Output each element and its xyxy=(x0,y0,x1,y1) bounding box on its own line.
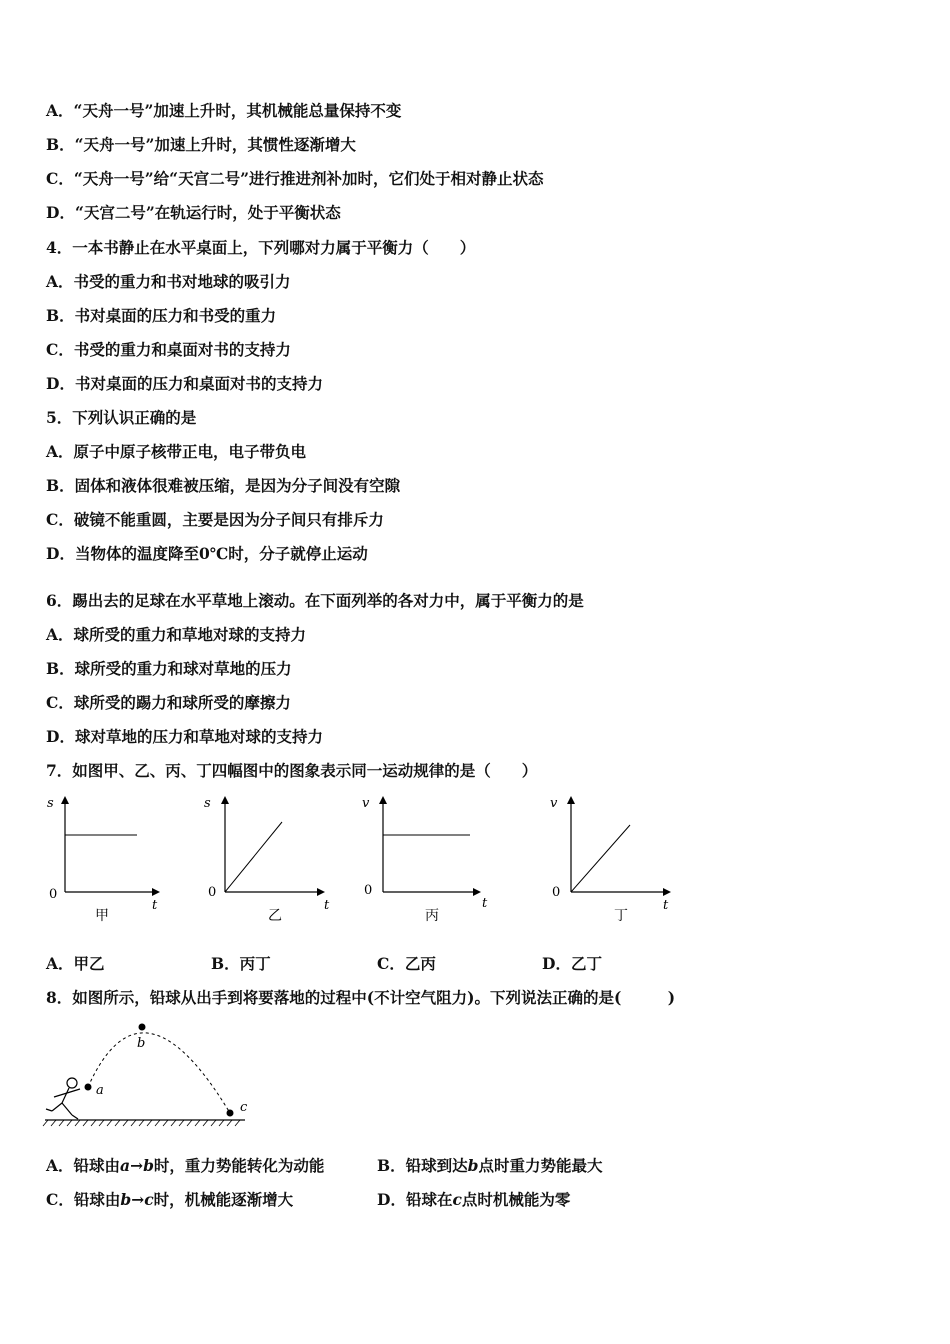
q3-option-b: B．“天舟一号”加速上升时，其惯性逐渐增大 xyxy=(46,135,356,154)
graph-bing xyxy=(358,792,498,927)
q3-option-c: C．“天舟一号”给“天宫二号”进行推进剂补加时，它们处于相对静止状态 xyxy=(46,169,544,188)
q4-option-d: D．书对桌面的压力和桌面对书的支持力 xyxy=(46,374,323,393)
q8-option-a: A．铅球由a→b时，重力势能转化为动能 xyxy=(46,1156,325,1175)
q7-option-a: A．甲乙 xyxy=(46,954,105,973)
point-b xyxy=(139,1024,146,1031)
shot-put-diagram xyxy=(40,1015,255,1130)
graph-bing-origin: 0 xyxy=(364,883,373,898)
label-b: b xyxy=(137,1036,146,1051)
graph-yi-xlabel: t xyxy=(324,898,330,913)
graph-ding-caption: 丁 xyxy=(614,908,628,924)
graph-ding-line xyxy=(571,825,630,892)
graph-jia-origin: 0 xyxy=(49,887,58,902)
q5-option-a: A．原子中原子核带正电，电子带负电 xyxy=(46,442,307,461)
q6-stem: 6．踢出去的足球在水平草地上滚动。在下面列举的各对力中，属于平衡力的是 xyxy=(46,591,584,610)
graph-ding-ylabel: v xyxy=(550,796,558,811)
q6-option-b: B．球所受的重力和球对草地的压力 xyxy=(46,659,292,678)
q4-stem: 4．一本书静止在水平桌面上，下列哪对力属于平衡力（ ） xyxy=(46,238,476,257)
graph-ding-xlabel: t xyxy=(663,898,669,913)
graph-yi-origin: 0 xyxy=(208,885,217,900)
graph-bing-xlabel: t xyxy=(482,896,488,911)
q7-stem: 7．如图甲、乙、丙、丁四幅图中的图象表示同一运动规律的是（ ） xyxy=(46,761,538,780)
q8-option-b: B．铅球到达b点时重力势能最大 xyxy=(377,1156,603,1175)
graph-ding-origin: 0 xyxy=(552,885,561,900)
graph-bing-caption: 丙 xyxy=(425,908,439,924)
graph-jia-caption: 甲 xyxy=(95,908,109,924)
q4-option-b: B．书对桌面的压力和书受的重力 xyxy=(46,306,277,325)
q8-option-c: C．铅球由b→c时，机械能逐渐增大 xyxy=(46,1190,294,1209)
q5-option-b: B．固体和液体很难被压缩，是因为分子间没有空隙 xyxy=(46,476,401,495)
point-c xyxy=(227,1110,234,1117)
q7-option-c: C．乙丙 xyxy=(377,954,436,973)
graph-yi-caption: 乙 xyxy=(268,908,282,924)
graph-yi xyxy=(200,792,335,927)
q3-option-d: D．“天宫二号”在轨运行时，处于平衡状态 xyxy=(46,203,341,222)
q4-option-a: A．书受的重力和书对地球的吸引力 xyxy=(46,272,291,291)
graph-yi-ylabel: s xyxy=(204,796,211,811)
point-a xyxy=(85,1084,92,1091)
q5-stem: 5．下列认识正确的是 xyxy=(46,408,197,427)
ground-hatching xyxy=(43,1120,240,1126)
q6-option-a: A．球所受的重力和草地对球的支持力 xyxy=(46,625,307,644)
graph-bing-ylabel: v xyxy=(362,796,370,811)
q8-stem: 8．如图所示，铅球从出手到将要落地的过程中(不计空气阻力)。下列说法正确的是( ) xyxy=(46,988,676,1007)
q8-option-d: D．铅球在c点时机械能为零 xyxy=(377,1190,571,1209)
q4-option-c: C．书受的重力和桌面对书的支持力 xyxy=(46,340,291,359)
graph-jia-ylabel: s xyxy=(47,796,54,811)
graph-jia xyxy=(40,792,170,927)
q3-option-a: A．“天舟一号”加速上升时，其机械能总量保持不变 xyxy=(46,101,402,120)
q5-option-c: C．破镜不能重圆，主要是因为分子间只有排斥力 xyxy=(46,510,384,529)
q6-option-d: D．球对草地的压力和草地对球的支持力 xyxy=(46,727,323,746)
athlete-figure xyxy=(46,1078,80,1119)
graph-jia-xlabel: t xyxy=(152,898,158,913)
label-c: c xyxy=(240,1100,248,1115)
trajectory-path xyxy=(88,1033,230,1113)
q7-option-b: B．丙丁 xyxy=(211,954,271,973)
q6-option-c: C．球所受的踢力和球所受的摩擦力 xyxy=(46,693,291,712)
q7-option-d: D．乙丁 xyxy=(542,954,602,973)
label-a: a xyxy=(96,1083,104,1098)
graph-ding xyxy=(546,792,681,927)
q5-option-d: D．当物体的温度降至0℃时，分子就停止运动 xyxy=(46,544,368,563)
graph-yi-line xyxy=(225,822,282,892)
